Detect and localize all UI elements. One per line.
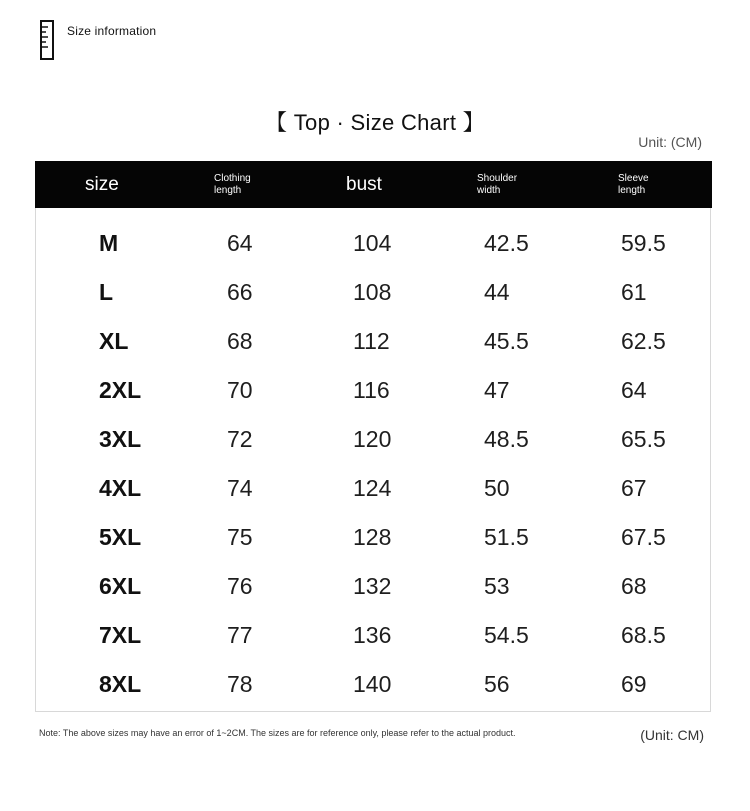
cell-bust: 136 bbox=[353, 622, 392, 648]
column-header-sleeve-length: Sleeve length bbox=[618, 172, 649, 196]
cell-shoulder-width: 42.5 bbox=[484, 230, 529, 256]
cell-shoulder-width: 45.5 bbox=[484, 328, 529, 354]
cell-size: 5XL bbox=[99, 524, 142, 550]
cell-sleeve-length: 68 bbox=[621, 573, 647, 599]
cell-size: 6XL bbox=[99, 573, 142, 599]
cell-size: 2XL bbox=[99, 377, 142, 403]
table-row bbox=[36, 611, 712, 660]
cell-shoulder-width: 56 bbox=[484, 671, 510, 697]
table-header bbox=[35, 161, 712, 208]
header-title: Size information bbox=[67, 24, 157, 38]
table-row bbox=[36, 219, 712, 268]
cell-clothing-length: 66 bbox=[227, 279, 253, 305]
table-row bbox=[36, 415, 712, 464]
cell-bust: 124 bbox=[353, 475, 392, 501]
cell-shoulder-width: 53 bbox=[484, 573, 510, 599]
cell-size: XL bbox=[99, 328, 129, 354]
chart-title: 【 Top · Size Chart 】 bbox=[265, 110, 485, 135]
column-header-size: size bbox=[85, 173, 119, 195]
cell-sleeve-length: 67.5 bbox=[621, 524, 666, 550]
cell-sleeve-length: 67 bbox=[621, 475, 647, 501]
unit-label-bottom: (Unit: CM) bbox=[640, 727, 704, 743]
size-table bbox=[35, 161, 711, 712]
cell-sleeve-length: 59.5 bbox=[621, 230, 666, 256]
cell-bust: 104 bbox=[353, 230, 392, 256]
table-row bbox=[36, 562, 712, 611]
cell-clothing-length: 78 bbox=[227, 671, 253, 697]
cell-sleeve-length: 61 bbox=[621, 279, 647, 305]
table-row bbox=[36, 660, 712, 709]
cell-bust: 128 bbox=[353, 524, 392, 550]
cell-bust: 120 bbox=[353, 426, 392, 452]
cell-bust: 140 bbox=[353, 671, 392, 697]
cell-bust: 116 bbox=[353, 377, 390, 403]
cell-bust: 132 bbox=[353, 573, 392, 599]
table-row bbox=[36, 366, 712, 415]
cell-sleeve-length: 68.5 bbox=[621, 622, 666, 648]
table-row bbox=[36, 268, 712, 317]
cell-sleeve-length: 64 bbox=[621, 377, 647, 403]
cell-clothing-length: 77 bbox=[227, 622, 253, 648]
cell-size: 7XL bbox=[99, 622, 142, 648]
cell-bust: 108 bbox=[353, 279, 392, 305]
cell-shoulder-width: 48.5 bbox=[484, 426, 529, 452]
cell-size: 3XL bbox=[99, 426, 142, 452]
size-info-header bbox=[40, 20, 260, 65]
cell-size: L bbox=[99, 279, 114, 305]
cell-shoulder-width: 54.5 bbox=[484, 622, 529, 648]
cell-shoulder-width: 50 bbox=[484, 475, 510, 501]
cell-shoulder-width: 51.5 bbox=[484, 524, 529, 550]
cell-size: M bbox=[99, 230, 119, 256]
cell-clothing-length: 74 bbox=[227, 475, 253, 501]
cell-clothing-length: 64 bbox=[227, 230, 253, 256]
cell-bust: 112 bbox=[353, 328, 390, 354]
size-note: Note: The above sizes may have an error of 1~2CM. The sizes are for reference only, please refer to the actual product. bbox=[39, 728, 516, 738]
cell-clothing-length: 72 bbox=[227, 426, 253, 452]
cell-clothing-length: 75 bbox=[227, 524, 253, 550]
column-header-bust: bust bbox=[346, 173, 382, 195]
cell-clothing-length: 68 bbox=[227, 328, 253, 354]
cell-shoulder-width: 44 bbox=[484, 279, 510, 305]
unit-label-top: Unit: (CM) bbox=[638, 134, 702, 150]
cell-size: 8XL bbox=[99, 671, 142, 697]
table-row bbox=[36, 464, 712, 513]
cell-shoulder-width: 47 bbox=[484, 377, 510, 403]
table-row bbox=[36, 317, 712, 366]
cell-size: 4XL bbox=[99, 475, 142, 501]
column-header-clothing-length: Clothing length bbox=[214, 172, 251, 196]
column-header-shoulder-width: Shoulder width bbox=[477, 172, 518, 196]
cell-sleeve-length: 69 bbox=[621, 671, 647, 697]
ruler-icon bbox=[40, 20, 54, 60]
cell-sleeve-length: 62.5 bbox=[621, 328, 666, 354]
cell-clothing-length: 76 bbox=[227, 573, 253, 599]
cell-sleeve-length: 65.5 bbox=[621, 426, 666, 452]
cell-clothing-length: 70 bbox=[227, 377, 253, 403]
table-row bbox=[36, 513, 712, 562]
